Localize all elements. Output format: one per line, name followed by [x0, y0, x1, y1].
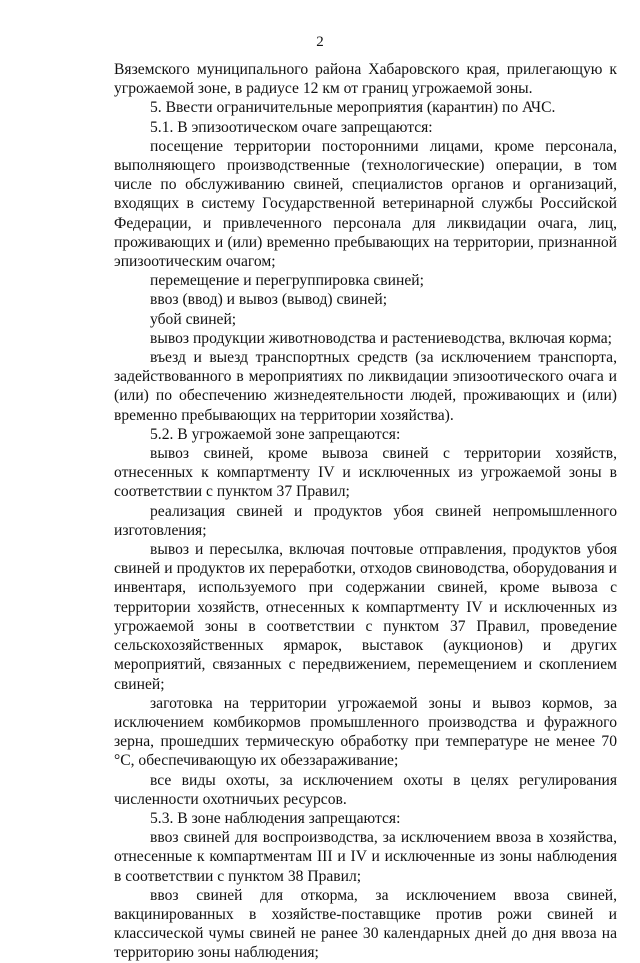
- paragraph-continuation: Вяземского муниципального района Хабаровского края, прилегающую к угрожаемой зоне, в радиусе 12 км от границ угрожаемой зоны.: [114, 61, 617, 98]
- paragraph: вывоз продукции животноводства и растениеводства, включая корма;: [150, 329, 613, 347]
- paragraph-item-5: 5. Ввести ограничительные мероприятия (карантин) по АЧС.: [150, 99, 556, 117]
- paragraph: ввоз свиней для воспроизводства, за исключением ввоза в хозяйства, отнесенные к компартментам III и IV и исключенные из зоны наблюдения в соответствии с пунктом 38 Правил;: [114, 829, 617, 885]
- paragraph-heading-5-2: 5.2. В угрожаемой зоне запрещаются:: [150, 425, 401, 443]
- paragraph: перемещение и перегруппировка свиней;: [150, 272, 424, 290]
- document-body: [114, 60, 617, 963]
- paragraph-heading-5-3: 5.3. В зоне наблюдения запрещаются:: [150, 809, 401, 827]
- paragraph: заготовка на территории угрожаемой зоны и вывоз кормов, за исключением комбикормов промышленного производства и фуражного зерна, прошедших термическую обработку при температуре не менее 70 °С, обеспечивающую их обеззараживание;: [114, 694, 617, 770]
- paragraph: вывоз и пересылка, включая почтовые отправления, продуктов убоя свиней и продуктов их переработки, отходов свиноводства, оборудования и инвентаря, используемого при содержании свиней, кроме вывоза с территории хозяйств, отнесенных к компартменту IV и исключенных из угрожаемой зоны в соответствии с пунктом 37 Правил, проведение сельскохозяйственных ярмарок, выставок (аукционов) и других мероприятий, связанных с передвижением, перемещением и скоплением свиней;: [114, 541, 617, 693]
- paragraph: вывоз свиней, кроме вывоза свиней с территории хозяйств, отнесенных к компартменту IV и исключенных из угрожаемой зоны в соответствии с пунктом 37 Правил;: [114, 445, 617, 501]
- paragraph: посещение территории посторонними лицами, кроме персонала, выполняющего производственные (технологические) операции, в том числе по обслуживанию свиней, специалистов органов и организаций, входящих в систему Государственной ветеринарной службы Российской Федерации, и привлеченного персонала для ликвидации очага, лиц, проживающих и (или) временно пребывающих на территории, признанной эпизоотическим очагом;: [114, 137, 617, 271]
- paragraph: въезд и выезд транспортных средств (за исключением транспорта, задействованного в мероприятиях по ликвидации эпизоотического очага и (или) по обеспечению жизнедеятельности людей, проживающих и (или) временно пребывающих на территории хозяйства).: [114, 349, 617, 424]
- paragraph: убой свиней;: [150, 310, 237, 328]
- paragraph: реализация свиней и продуктов убоя свиней непромышленного изготовления;: [114, 502, 617, 539]
- paragraph: все виды охоты, за исключением охоты в целях регулирования численности охотничьих ресурсов.: [114, 771, 617, 808]
- paragraph-heading-5-1: 5.1. В эпизоотическом очаге запрещаются:: [150, 118, 433, 136]
- page-number: 2: [316, 34, 324, 50]
- paragraph: ввоз (ввод) и вывоз (вывод) свиней;: [150, 291, 388, 309]
- paragraph: ввоз свиней для откорма, за исключением ввоза свиней, вакцинированных в хозяйстве-поставщике против рожи свиней и классической чумы свиней не ранее 30 календарных дней до дня ввоза на территорию зоны наблюдения;: [114, 886, 617, 962]
